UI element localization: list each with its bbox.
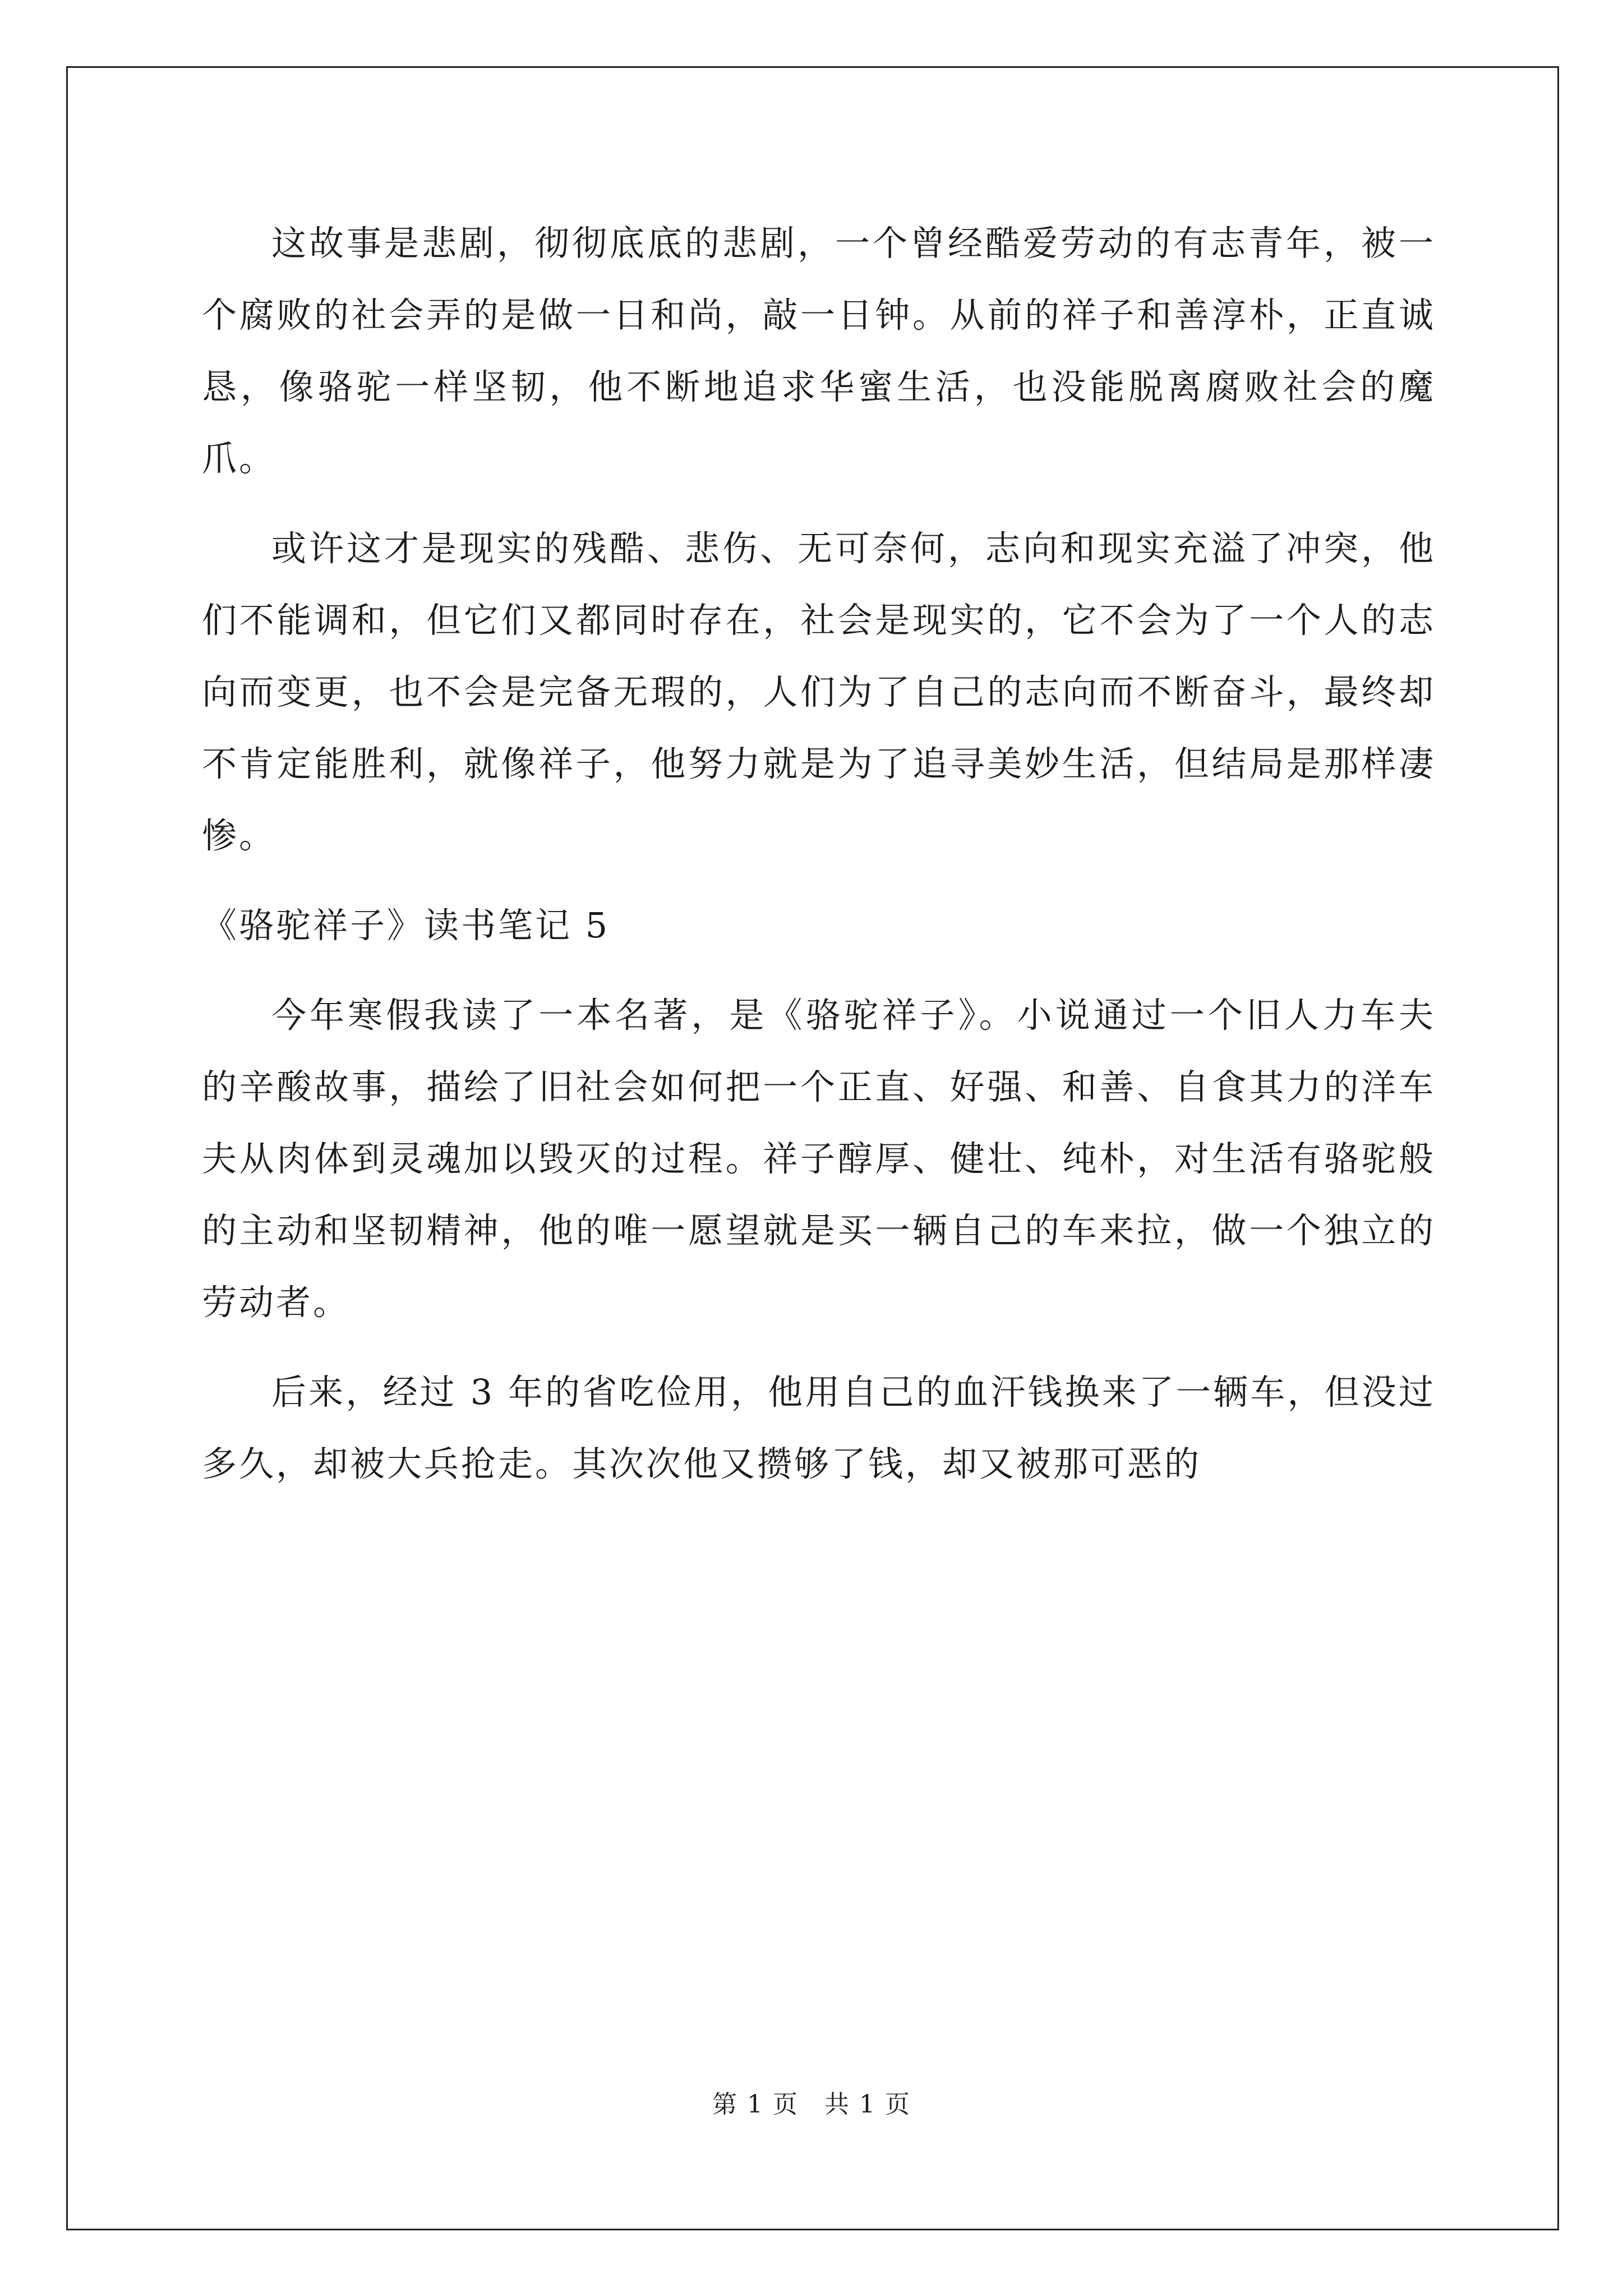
paragraph-1: 这故事是悲剧，彻彻底底的悲剧，一个曾经酷爱劳动的有志青年，被一个腐败的社会弄的是做一日和尚，敲一日钟。从前的祥子和善淳朴，正直诚恳，像骆驼一样坚韧，他不断地追求华蜜生活，也没能脱离腐败社会的魔爪。 [202,223,1436,479]
paragraph-3: 今年寒假我读了一本名著，是《骆驼祥子》。小说通过一个旧人力车夫的辛酸故事，描绘了旧社会如何把一个正直、好强、和善、自食其力的洋车夫从肉体到灵魂加以毁灭的过程。祥子醇厚、健壮、纯朴，对生活有骆驼般的主动和坚韧精神，他的唯一愿望就是买一辆自己的车来拉，做一个独立的劳动者。 [202,995,1436,1323]
document-body [202,208,1436,1518]
paragraph-4: 后来，经过 3 年的省吃俭用，他用自己的血汗钱换来了一辆车，但没过多久，却被大兵抢走。其次次他又攒够了钱，却又被那可恶的 [202,1372,1436,1484]
page-footer: 第 1 页 共 1 页 [712,2090,911,2119]
section-heading: 《骆驼祥子》读书笔记 5 [202,905,610,946]
paragraph-2: 或许这才是现实的残酷、悲伤、无可奈何，志向和现实充溢了冲突，他们不能调和，但它们又都同时存在，社会是现实的，它不会为了一个人的志向而变更，也不会是完备无瑕的，人们为了自己的志向而不断奋斗，最终却不肯定能胜利，就像祥子，他努力就是为了追寻美妙生活，但结局是那样凄惨。 [202,528,1436,856]
